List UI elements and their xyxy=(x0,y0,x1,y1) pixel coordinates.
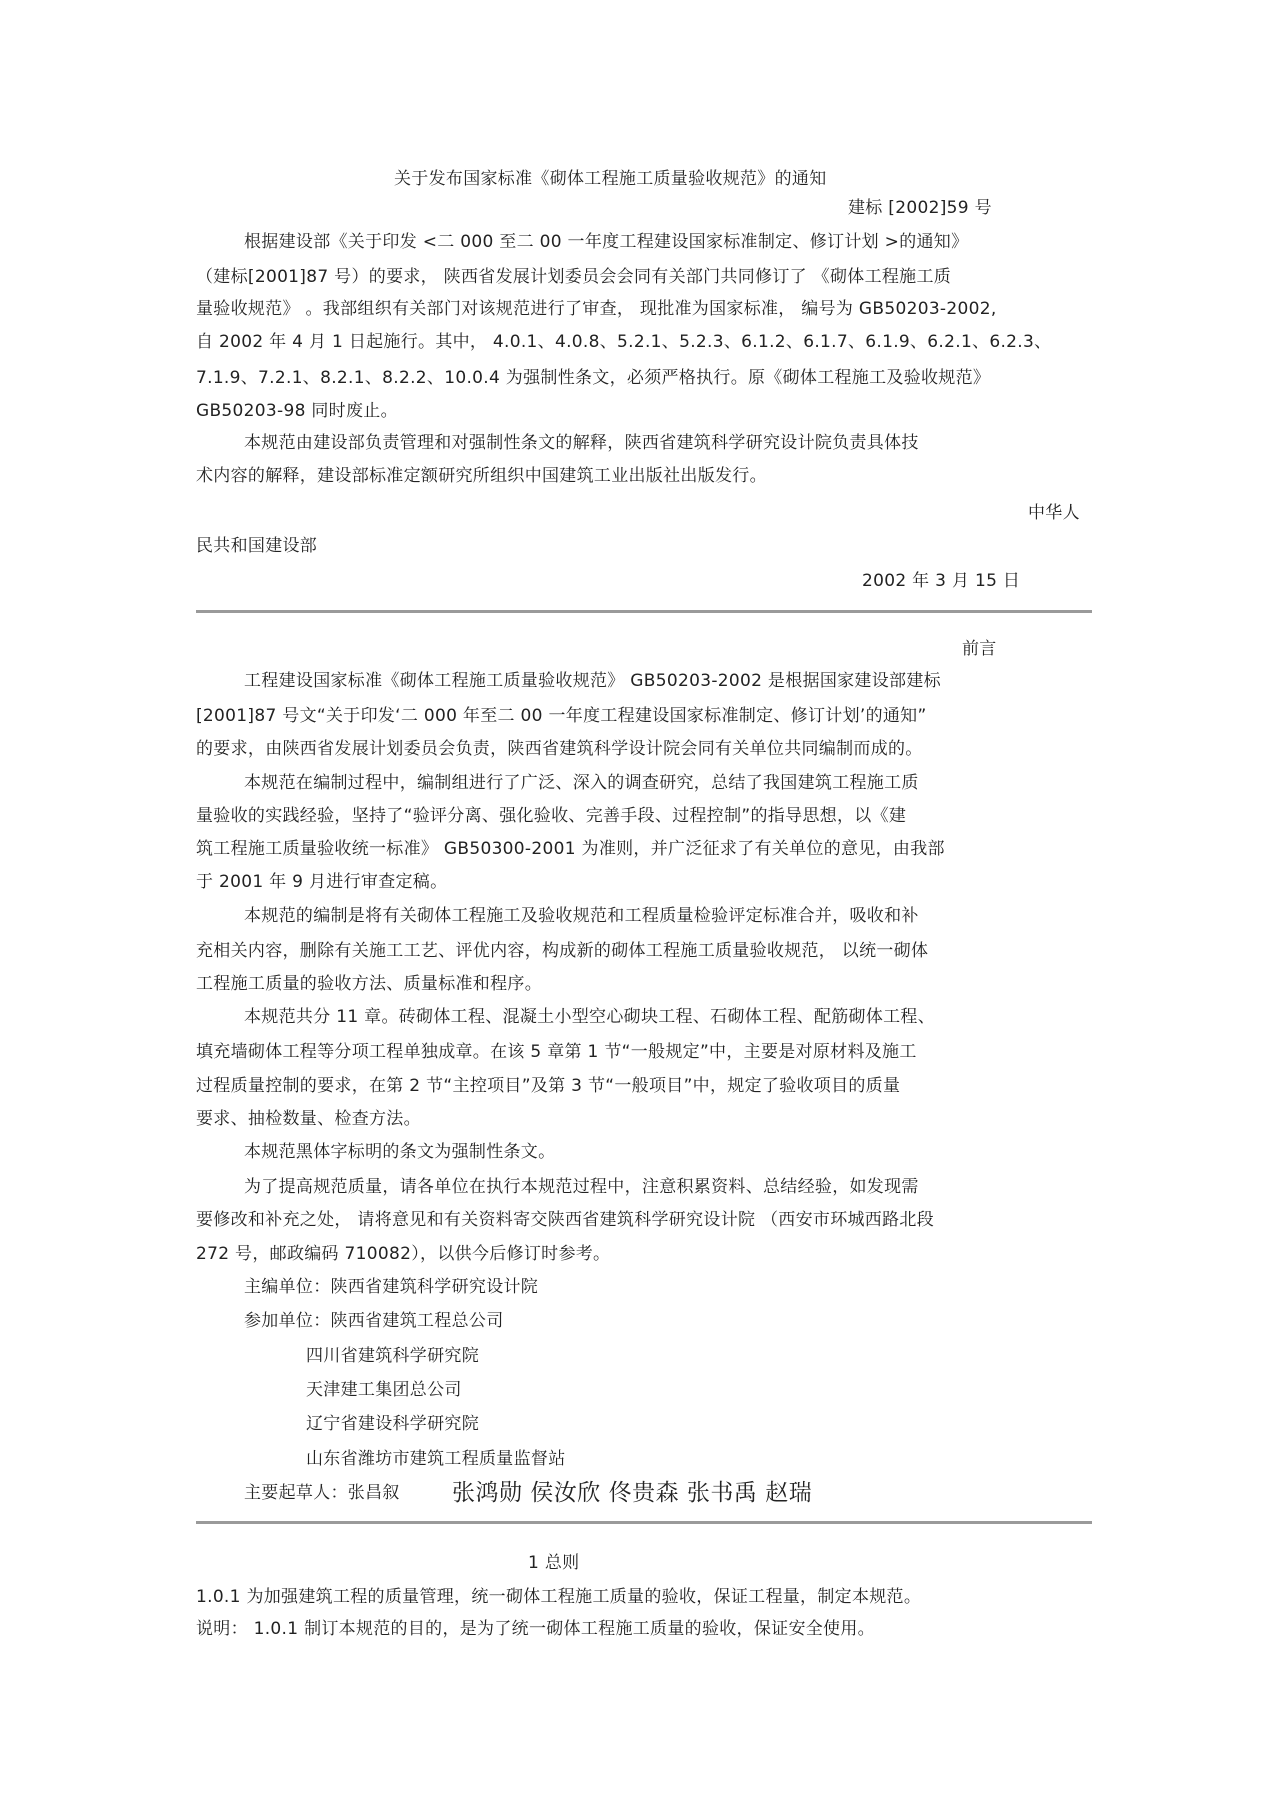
notice-para1-line: 根据建设部《关于印发 <二 000 至二 00 一年度工程建设国家标准制定、修订计划 >的通知》 xyxy=(244,232,969,252)
preface-line: 要求、抽检数量、检查方法。 xyxy=(196,1109,421,1129)
preface-line: 量验收的实践经验，坚持了“验评分离、强化验收、完善手段、过程控制”的指导思想，以《建 xyxy=(196,806,907,826)
preface-participating-unit: 四川省建筑科学研究院 xyxy=(306,1346,479,1366)
preface-line: 过程质量控制的要求，在第 2 节“主控项目”及第 3 节“一般项目”中，规定了验收项目的质量 xyxy=(196,1076,901,1096)
clause-1-0-1: 1.0.1 为加强建筑工程的质量管理，统一砌体工程施工质量的验收，保证工程量，制定本规范。 xyxy=(196,1587,922,1607)
preface-line: 272 号，邮政编码 710082），以供今后修订时参考。 xyxy=(196,1244,611,1264)
preface-line: 工程建设国家标准《砌体工程施工质量验收规范》 GB50203-2002 是根据国家建设部建标 xyxy=(244,671,941,691)
preface-line: 本规范黑体字标明的条文为强制性条文。 xyxy=(244,1142,556,1162)
notice-para2-line: 本规范由建设部负责管理和对强制性条文的解释，陕西省建筑科学研究设计院负责具体技 xyxy=(244,433,919,453)
preface-line: 填充墙砌体工程等分项工程单独成章。在该 5 章第 1 节“一般规定”中，主要是对原材料及施工 xyxy=(196,1042,917,1062)
preface-line: 本规范的编制是将有关砌体工程施工及验收规范和工程质量检验评定标准合并，吸收和补 xyxy=(244,906,919,926)
preface-chief-unit: 主编单位：陕西省建筑科学研究设计院 xyxy=(244,1277,539,1297)
preface-participating-unit: 山东省潍坊市建筑工程质量监督站 xyxy=(306,1449,566,1469)
chapter-heading: 1 总则 xyxy=(528,1553,580,1573)
notice-issuer-part2: 民共和国建设部 xyxy=(196,536,318,556)
preface-drafters-names: 张鸿勋 侯汝欣 佟贵森 张书禹 赵瑞 xyxy=(452,1480,813,1506)
notice-para1-line: 量验收规范》 。我部组织有关部门对该规范进行了审查， 现批准为国家标准， 编号为 GB50203-2002, xyxy=(196,299,997,319)
notice-title: 关于发布国家标准《砌体工程施工质量验收规范》的通知 xyxy=(394,169,827,189)
clause-1-0-1-note: 说明： 1.0.1 制订本规范的目的，是为了统一砌体工程施工质量的验收，保证安全使用。 xyxy=(196,1619,875,1639)
preface-line: 本规范在编制过程中，编制组进行了广泛、深入的调查研究，总结了我国建筑工程施工质 xyxy=(244,773,919,793)
preface-drafters-label: 主要起草人：张昌叙 xyxy=(244,1483,400,1503)
notice-date: 2002 年 3 月 15 日 xyxy=(862,571,1021,591)
preface-line: [2001]87 号文“关于印发‘二 000 年至二 00 一年度工程建设国家标准制定、修订计划’的通知” xyxy=(196,706,927,726)
preface-heading: 前言 xyxy=(962,639,997,659)
preface-line: 的要求，由陕西省发展计划委员会负责，陕西省建筑科学设计院会同有关单位共同编制而成的。 xyxy=(196,739,923,759)
notice-para1-line: 7.1.9、7.2.1、8.2.1、8.2.2、10.0.4 为强制性条文，必须严格执行。原《砌体工程施工及验收规范》 xyxy=(196,368,991,388)
notice-para1-line: GB50203-98 同时废止。 xyxy=(196,401,398,421)
preface-line: 充相关内容，删除有关施工工艺、评优内容，构成新的砌体工程施工质量验收规范， 以统一砌体 xyxy=(196,941,929,961)
preface-line: 要修改和补充之处， 请将意见和有关资料寄交陕西省建筑科学研究设计院 （西安市环城西路北段 xyxy=(196,1210,935,1230)
preface-line: 于 2001 年 9 月进行审查定稿。 xyxy=(196,872,448,892)
notice-para1-line: 自 2002 年 4 月 1 日起施行。其中， 4.0.1、4.0.8、5.2.1、5.2.3、6.1.2、6.1.7、6.1.9、6.2.1、6.2.3、 xyxy=(196,332,1052,352)
preface-line: 工程施工质量的验收方法、质量标准和程序。 xyxy=(196,974,542,994)
preface-participating-unit: 参加单位：陕西省建筑工程总公司 xyxy=(244,1311,504,1331)
notice-para2-line: 术内容的解释，建设部标准定额研究所组织中国建筑工业出版社出版发行。 xyxy=(196,466,767,486)
preface-line: 为了提高规范质量，请各单位在执行本规范过程中，注意积累资料、总结经验，如发现需 xyxy=(244,1177,919,1197)
preface-participating-unit: 辽宁省建设科学研究院 xyxy=(306,1414,479,1434)
notice-para1-line: （建标[2001]87 号）的要求， 陕西省发展计划委员会会同有关部门共同修订了 《砌体工程施工质 xyxy=(196,267,952,287)
notice-issuer-part1: 中华人 xyxy=(1028,503,1080,523)
notice-doc-number: 建标 [2002]59 号 xyxy=(848,198,992,218)
preface-participating-unit: 天津建工集团总公司 xyxy=(306,1380,462,1400)
section-divider xyxy=(196,1521,1092,1524)
preface-line: 本规范共分 11 章。砖砌体工程、混凝土小型空心砌块工程、石砌体工程、配筋砌体工程、 xyxy=(244,1007,936,1027)
section-divider xyxy=(196,610,1092,613)
preface-line: 筑工程施工质量验收统一标准》 GB50300-2001 为准则，并广泛征求了有关单位的意见，由我部 xyxy=(196,839,945,859)
